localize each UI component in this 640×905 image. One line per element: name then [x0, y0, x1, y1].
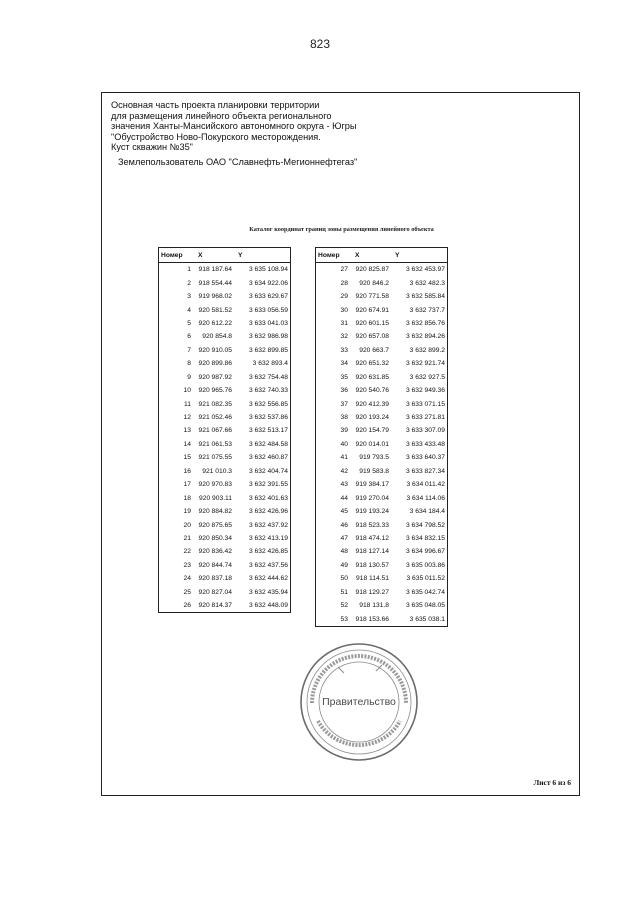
table-row — [159, 397, 291, 410]
column-header-x: X — [351, 248, 393, 263]
y-coordinate-cell: 3 633 056.59 — [248, 306, 288, 314]
x-coordinate-cell: 920 825.87 — [355, 266, 389, 274]
y-coordinate-cell: 3 632 893.4 — [252, 360, 288, 368]
y-coordinate-cell: 3 634 922.06 — [248, 279, 288, 287]
header-line: значения Ханты-Мансийского автономного округа - Югры — [111, 121, 357, 132]
point-number-cell: 12 — [183, 414, 191, 422]
x-coordinate-cell: 918 474.12 — [355, 534, 389, 542]
x-coordinate-cell: 918 114.51 — [356, 575, 389, 583]
table-row — [316, 612, 448, 626]
y-coordinate-cell: 3 633 629.67 — [248, 293, 288, 301]
table-row — [316, 276, 448, 289]
x-coordinate-cell: 920 581.52 — [198, 306, 232, 314]
y-coordinate-cell: 3 632 740.33 — [248, 387, 288, 395]
x-coordinate-cell: 920 651.32 — [355, 360, 389, 368]
point-number-cell: 19 — [183, 508, 191, 516]
x-coordinate-cell: 920 827.04 — [198, 588, 232, 596]
y-coordinate-cell: 3 632 927.5 — [409, 373, 445, 381]
official-seal — [298, 641, 420, 763]
table-row — [159, 357, 291, 370]
x-coordinate-cell: 918 523.33 — [355, 521, 389, 529]
table-header-row — [159, 248, 291, 263]
y-coordinate-cell: 3 632 899.85 — [248, 346, 288, 354]
y-coordinate-cell: 3 633 640.37 — [405, 454, 445, 462]
x-coordinate-cell: 918 127.14 — [355, 548, 389, 556]
table-row — [159, 411, 291, 424]
table-row — [316, 303, 448, 316]
point-number-cell: 39 — [340, 427, 348, 435]
point-number-cell: 49 — [340, 561, 348, 569]
x-coordinate-cell: 920 846.2 — [359, 279, 389, 287]
table-row — [316, 599, 448, 612]
table-row — [159, 344, 291, 357]
point-number-cell: 18 — [183, 494, 191, 502]
table-row — [159, 330, 291, 343]
y-coordinate-cell: 3 632 856.76 — [405, 319, 445, 327]
point-number-cell: 50 — [340, 575, 348, 583]
seal-graphic — [298, 641, 420, 763]
point-number-cell: 4 — [187, 306, 191, 314]
y-coordinate-cell: 3 632 391.55 — [248, 481, 288, 489]
x-coordinate-cell: 920 837.18 — [198, 575, 232, 583]
y-coordinate-cell: 3 635 038.1 — [409, 615, 445, 623]
table-row — [316, 545, 448, 558]
point-number-cell: 35 — [340, 373, 348, 381]
point-number-cell: 8 — [187, 360, 191, 368]
y-coordinate-cell: 3 632 899.2 — [409, 346, 445, 354]
table-row — [316, 586, 448, 599]
column-header-number: Номер — [159, 248, 195, 263]
y-coordinate-cell: 3 635 011.52 — [406, 575, 445, 583]
table-row — [316, 371, 448, 384]
y-coordinate-cell: 3 632 949.36 — [405, 387, 445, 395]
header-line: Основная часть проекта планировки территории — [111, 100, 320, 110]
table-row — [316, 491, 448, 504]
point-number-cell: 20 — [183, 521, 191, 529]
point-number-cell: 29 — [340, 293, 348, 301]
table-row — [159, 532, 291, 545]
table-row — [316, 438, 448, 451]
point-number-cell: 36 — [340, 387, 348, 395]
y-coordinate-cell: 3 633 827.34 — [405, 467, 445, 475]
table-row — [316, 572, 448, 585]
coordinates-table-right — [315, 247, 448, 627]
x-coordinate-cell: 920 875.65 — [198, 521, 232, 529]
x-coordinate-cell: 920 965.76 — [198, 387, 232, 395]
table-row — [316, 411, 448, 424]
x-coordinate-cell: 918 153.66 — [355, 615, 389, 623]
point-number-cell: 16 — [183, 467, 191, 475]
x-coordinate-cell: 921 061.53 — [198, 440, 232, 448]
y-coordinate-cell: 3 634 798.52 — [405, 521, 445, 529]
table-row — [316, 263, 448, 277]
x-coordinate-cell: 921 075.55 — [198, 454, 232, 462]
x-coordinate-cell: 920 836.42 — [198, 548, 232, 556]
x-coordinate-cell: 919 968.02 — [198, 293, 232, 301]
table-row — [316, 451, 448, 464]
table-row — [159, 303, 291, 316]
point-number-cell: 43 — [340, 481, 348, 489]
x-coordinate-cell: 920 910.05 — [198, 346, 232, 354]
table-row — [316, 384, 448, 397]
table-row — [159, 276, 291, 289]
y-coordinate-cell: 3 632 556.85 — [248, 400, 288, 408]
x-coordinate-cell: 918 131.8 — [359, 602, 389, 610]
table-row — [316, 344, 448, 357]
table-row — [316, 317, 448, 330]
x-coordinate-cell: 920 612.22 — [198, 319, 232, 327]
table-row — [159, 371, 291, 384]
header-line: для размещения линейного объекта регионального — [111, 110, 332, 121]
document-sheet — [101, 92, 580, 796]
x-coordinate-cell: 920 014.01 — [355, 440, 389, 448]
x-coordinate-cell: 920 631.85 — [355, 373, 389, 381]
y-coordinate-cell: 3 632 404.74 — [248, 467, 288, 475]
x-coordinate-cell: 920 814.37 — [198, 602, 232, 610]
table-row — [159, 478, 291, 491]
point-number-cell: 23 — [183, 561, 191, 569]
x-coordinate-cell: 918 187.64 — [198, 266, 232, 274]
point-number-cell: 6 — [187, 333, 191, 341]
y-coordinate-cell: 3 632 484.58 — [248, 440, 288, 448]
y-coordinate-cell: 3 632 426.96 — [248, 508, 288, 516]
y-coordinate-cell: 3 634 832.15 — [405, 534, 445, 542]
point-number-cell: 5 — [187, 319, 191, 327]
x-coordinate-cell: 920 903.11 — [199, 494, 232, 502]
y-coordinate-cell: 3 632 444.62 — [248, 575, 288, 583]
y-coordinate-cell: 3 633 041.03 — [248, 319, 288, 327]
x-coordinate-cell: 920 987.92 — [198, 373, 232, 381]
point-number-cell: 41 — [340, 454, 348, 462]
point-number-cell: 30 — [340, 306, 348, 314]
land-user-line: Землепользователь ОАО "Славнефть-Мегионнефтегаз" — [118, 156, 358, 167]
table-row — [159, 599, 291, 613]
point-number-cell: 22 — [183, 548, 191, 556]
column-header-number: Номер — [316, 248, 352, 263]
point-number-cell: 3 — [187, 293, 191, 301]
y-coordinate-cell: 3 632 537.86 — [248, 414, 288, 422]
point-number-cell: 26 — [183, 602, 191, 610]
y-coordinate-cell: 3 632 453.97 — [405, 266, 445, 274]
x-coordinate-cell: 920 540.76 — [355, 387, 389, 395]
table-row — [159, 545, 291, 558]
x-coordinate-cell: 920 663.7 — [359, 346, 389, 354]
header-line: "Обустройство Ново-Покурского месторождения. — [111, 131, 321, 142]
table-row — [316, 505, 448, 518]
table-row — [316, 478, 448, 491]
table-row — [316, 424, 448, 437]
y-coordinate-cell: 3 632 426.85 — [248, 548, 288, 556]
table-header-row — [316, 248, 448, 263]
y-coordinate-cell: 3 632 737.7 — [409, 306, 445, 314]
point-number-cell: 17 — [183, 481, 191, 489]
point-number-cell: 53 — [340, 615, 348, 623]
point-number-cell: 27 — [340, 266, 348, 274]
x-coordinate-cell: 920 899.86 — [198, 360, 232, 368]
catalog-caption: Каталог координат границ зоны размещения линейного объекта — [249, 226, 434, 233]
x-coordinate-cell: 920 970.83 — [198, 481, 232, 489]
y-coordinate-cell: 3 635 108.94 — [248, 266, 288, 274]
x-coordinate-cell: 920 844.74 — [198, 561, 232, 569]
table-row — [316, 559, 448, 572]
table-row — [159, 491, 291, 504]
coordinates-table-left — [158, 247, 291, 613]
table-row — [159, 572, 291, 585]
x-coordinate-cell: 920 771.58 — [355, 293, 389, 301]
y-coordinate-cell: 3 634 996.67 — [405, 548, 445, 556]
table-row — [159, 263, 291, 277]
x-coordinate-cell: 921 067.66 — [198, 427, 232, 435]
table-row — [316, 518, 448, 531]
table-row — [159, 384, 291, 397]
y-coordinate-cell: 3 633 307.09 — [405, 427, 445, 435]
point-number-cell: 37 — [340, 400, 348, 408]
column-header-x: X — [194, 248, 236, 263]
y-coordinate-cell: 3 632 986.98 — [248, 333, 288, 341]
x-coordinate-cell: 920 884.82 — [198, 508, 232, 516]
x-coordinate-cell: 921 082.35 — [198, 400, 232, 408]
y-coordinate-cell: 3 632 435.94 — [248, 588, 288, 596]
table-row — [316, 290, 448, 303]
point-number-cell: 24 — [183, 575, 191, 583]
table-row — [159, 586, 291, 599]
x-coordinate-cell: 920 154.79 — [355, 427, 389, 435]
point-number-cell: 11 — [184, 400, 191, 408]
point-number-cell: 33 — [340, 346, 348, 354]
point-number-cell: 13 — [183, 427, 191, 435]
y-coordinate-cell: 3 632 894.26 — [405, 333, 445, 341]
point-number-cell: 51 — [340, 588, 348, 596]
point-number-cell: 10 — [183, 387, 191, 395]
page-number: 823 — [309, 37, 331, 51]
point-number-cell: 48 — [340, 548, 348, 556]
table-row — [316, 532, 448, 545]
table-row — [159, 317, 291, 330]
point-number-cell: 44 — [340, 494, 348, 502]
table-row — [159, 505, 291, 518]
x-coordinate-cell: 919 583.8 — [359, 467, 389, 475]
point-number-cell: 21 — [183, 534, 191, 542]
point-number-cell: 25 — [183, 588, 191, 596]
point-number-cell: 32 — [340, 333, 348, 341]
point-number-cell: 31 — [340, 319, 348, 327]
y-coordinate-cell: 3 632 437.56 — [248, 561, 288, 569]
y-coordinate-cell: 3 635 048.05 — [405, 602, 445, 610]
point-number-cell: 1 — [187, 266, 191, 274]
table-row — [159, 451, 291, 464]
table-row — [159, 290, 291, 303]
y-coordinate-cell: 3 632 448.09 — [248, 602, 288, 610]
table-row — [316, 330, 448, 343]
y-coordinate-cell: 3 635 042.74 — [405, 588, 445, 596]
column-header-y: Y — [393, 248, 448, 263]
y-coordinate-cell: 3 632 437.92 — [248, 521, 288, 529]
point-number-cell: 2 — [187, 279, 191, 287]
point-number-cell: 9 — [187, 373, 191, 381]
y-coordinate-cell: 3 635 003.86 — [405, 561, 445, 569]
y-coordinate-cell: 3 632 513.17 — [248, 427, 288, 435]
table-row — [159, 438, 291, 451]
y-coordinate-cell: 3 634 114.06 — [406, 494, 445, 502]
column-header-y: Y — [236, 248, 291, 263]
x-coordinate-cell: 920 412.39 — [355, 400, 389, 408]
table-row — [159, 424, 291, 437]
table-row — [316, 357, 448, 370]
x-coordinate-cell: 920 854.8 — [202, 333, 232, 341]
x-coordinate-cell: 921 010.3 — [202, 467, 232, 475]
point-number-cell: 40 — [340, 440, 348, 448]
x-coordinate-cell: 920 674.91 — [355, 306, 389, 314]
table-row — [316, 397, 448, 410]
x-coordinate-cell: 918 554.44 — [198, 279, 232, 287]
y-coordinate-cell: 3 634 184.4 — [409, 508, 445, 516]
point-number-cell: 42 — [340, 467, 348, 475]
point-number-cell: 46 — [340, 521, 348, 529]
y-coordinate-cell: 3 634 011.42 — [406, 481, 445, 489]
x-coordinate-cell: 921 052.46 — [198, 414, 232, 422]
x-coordinate-cell: 919 270.04 — [355, 494, 389, 502]
y-coordinate-cell: 3 633 071.15 — [405, 400, 445, 408]
header-line: Куст скважин №35" — [111, 142, 193, 153]
x-coordinate-cell: 918 129.27 — [355, 588, 389, 596]
seal-center-text: Правительство — [322, 696, 396, 708]
point-number-cell: 15 — [183, 454, 191, 462]
point-number-cell: 38 — [340, 414, 348, 422]
x-coordinate-cell: 919 193.24 — [355, 508, 389, 516]
point-number-cell: 14 — [183, 440, 191, 448]
project-header — [111, 100, 401, 168]
table-row — [159, 465, 291, 478]
point-number-cell: 45 — [340, 508, 348, 516]
y-coordinate-cell: 3 632 401.63 — [248, 494, 288, 502]
y-coordinate-cell: 3 632 482.3 — [409, 279, 445, 287]
y-coordinate-cell: 3 633 271.81 — [405, 414, 445, 422]
table-row — [159, 559, 291, 572]
y-coordinate-cell: 3 632 585.84 — [405, 293, 445, 301]
y-coordinate-cell: 3 632 921.74 — [405, 360, 445, 368]
y-coordinate-cell: 3 632 413.19 — [248, 534, 288, 542]
x-coordinate-cell: 919 793.5 — [359, 454, 389, 462]
sheet-number-label: Лист 6 из 6 — [533, 778, 571, 787]
x-coordinate-cell: 919 384.17 — [355, 481, 389, 489]
point-number-cell: 47 — [340, 534, 348, 542]
x-coordinate-cell: 920 657.08 — [355, 333, 389, 341]
point-number-cell: 7 — [187, 346, 191, 354]
y-coordinate-cell: 3 632 754.48 — [248, 373, 288, 381]
point-number-cell: 52 — [340, 602, 348, 610]
point-number-cell: 34 — [340, 360, 348, 368]
table-row — [159, 518, 291, 531]
x-coordinate-cell: 918 130.57 — [355, 561, 389, 569]
x-coordinate-cell: 920 193.24 — [355, 414, 389, 422]
x-coordinate-cell: 920 601.15 — [355, 319, 389, 327]
table-row — [316, 465, 448, 478]
y-coordinate-cell: 3 633 433.48 — [405, 440, 445, 448]
y-coordinate-cell: 3 632 460.87 — [248, 454, 288, 462]
x-coordinate-cell: 920 850.34 — [198, 534, 232, 542]
point-number-cell: 28 — [340, 279, 348, 287]
